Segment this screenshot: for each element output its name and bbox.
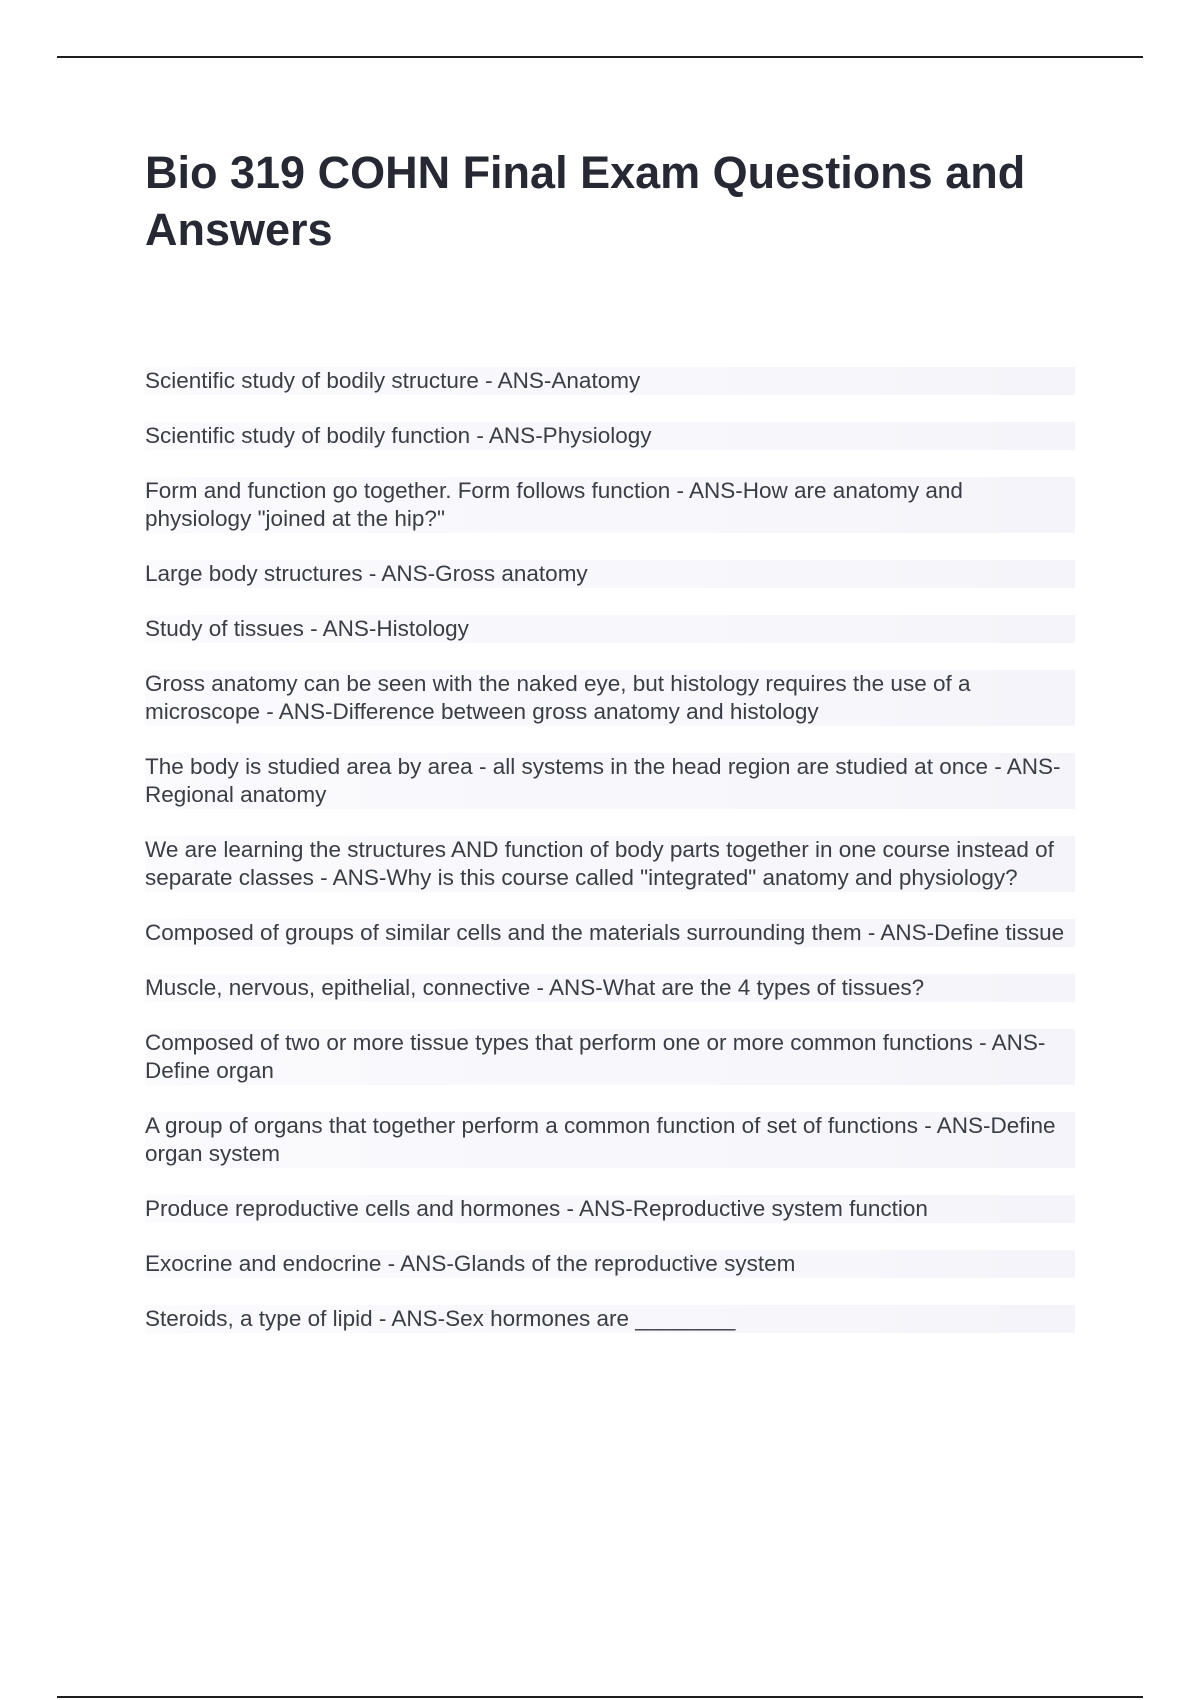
qa-item: Steroids, a type of lipid - ANS-Sex hormones are ________ — [145, 1305, 1075, 1333]
qa-item: Muscle, nervous, epithelial, connective - ANS-What are the 4 types of tissues? — [145, 974, 1075, 1002]
qa-item: Composed of groups of similar cells and the materials surrounding them - ANS-Define tissue — [145, 919, 1075, 947]
qa-item: Form and function go together. Form follows function - ANS-How are anatomy and physiology "joined at the hip?" — [145, 477, 1075, 533]
qa-item: Produce reproductive cells and hormones - ANS-Reproductive system function — [145, 1195, 1075, 1223]
qa-item: Scientific study of bodily structure - ANS-Anatomy — [145, 367, 1075, 395]
top-divider — [57, 56, 1143, 58]
qa-item: Study of tissues - ANS-Histology — [145, 615, 1075, 643]
page-title: Bio 319 COHN Final Exam Questions and Answers — [145, 147, 1026, 255]
qa-item: Exocrine and endocrine - ANS-Glands of the reproductive system — [145, 1250, 1075, 1278]
qa-item: Scientific study of bodily function - ANS-Physiology — [145, 422, 1075, 450]
qa-item: The body is studied area by area - all systems in the head region are studied at once - ANS-Regional anatomy — [145, 753, 1075, 809]
qa-list — [145, 367, 1075, 1360]
qa-item: A group of organs that together perform a common function of set of functions - ANS-Define organ system — [145, 1112, 1075, 1168]
qa-item: Large body structures - ANS-Gross anatomy — [145, 560, 1075, 588]
qa-item: We are learning the structures AND function of body parts together in one course instead of separate classes - ANS-Why is this course called "integrated" anatomy and physiology? — [145, 836, 1075, 892]
bottom-divider — [57, 1696, 1143, 1698]
qa-item: Composed of two or more tissue types that perform one or more common functions - ANS-Define organ — [145, 1029, 1075, 1085]
qa-item: Gross anatomy can be seen with the naked eye, but histology requires the use of a microscope - ANS-Difference between gross anatomy and histology — [145, 670, 1075, 726]
